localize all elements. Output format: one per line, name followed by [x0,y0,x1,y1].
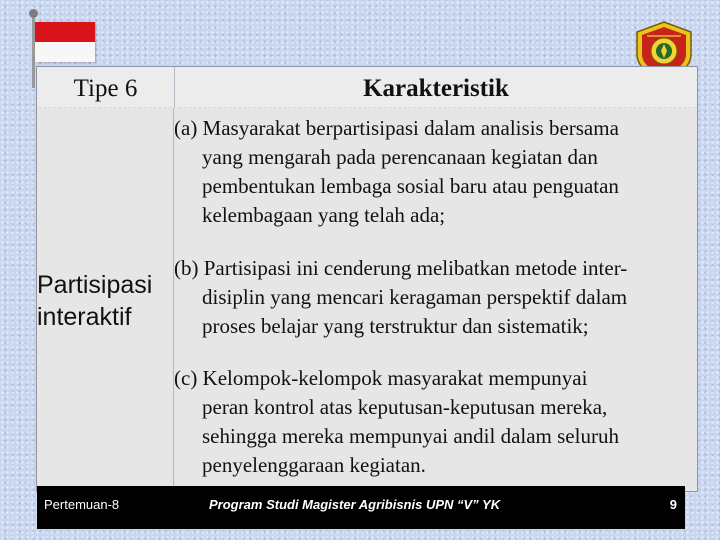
item-line: kelembagaan yang telah ada; [202,203,446,227]
page-number: 9 [669,497,677,512]
type-label [37,269,152,333]
characteristic-item-c [174,364,619,480]
item-line: peran kontrol atas keputusan-keputusan mereka, [202,395,608,419]
item-line: (b) Partisipasi ini cenderung melibatkan metode inter- [174,256,628,280]
characteristic-item-b [174,254,627,341]
flag-pole-knob [29,9,38,18]
indonesian-flag-icon [35,22,95,62]
characteristics-column-header: Karakteristik [175,67,697,107]
footer-session-label: Pertemuan-8 [44,497,120,512]
item-line: (a) Masyarakat berpartisipasi dalam analisis bersama [174,116,619,140]
item-line: proses belajar yang terstruktur dan sistematik; [202,314,589,338]
characteristics-table [36,66,698,492]
item-line: disiplin yang mencari keragaman perspektif dalam [202,285,628,309]
item-line: yang mengarah pada perencanaan kegiatan dan [202,145,598,169]
item-line: pembentukan lembaga sosial baru atau penguatan [202,174,619,198]
type-label-line: Partisipasi [37,271,153,299]
item-line: (c) Kelompok-kelompok masyarakat mempunyai [174,366,588,390]
type-column-header: Tipe 6 [37,67,175,107]
item-line: sehingga mereka mempunyai andil dalam seluruh [202,424,619,448]
flag-white-stripe [35,42,95,62]
flag-red-stripe [35,22,95,42]
slide-footer [37,486,685,529]
item-line: penyelenggaraan kegiatan. [202,453,426,477]
characteristic-item-a [174,114,619,230]
type-label-line: interaktif [37,303,132,331]
footer-program-label: Program Studi Magister Agribisnis UPN “V” YK [209,497,501,512]
